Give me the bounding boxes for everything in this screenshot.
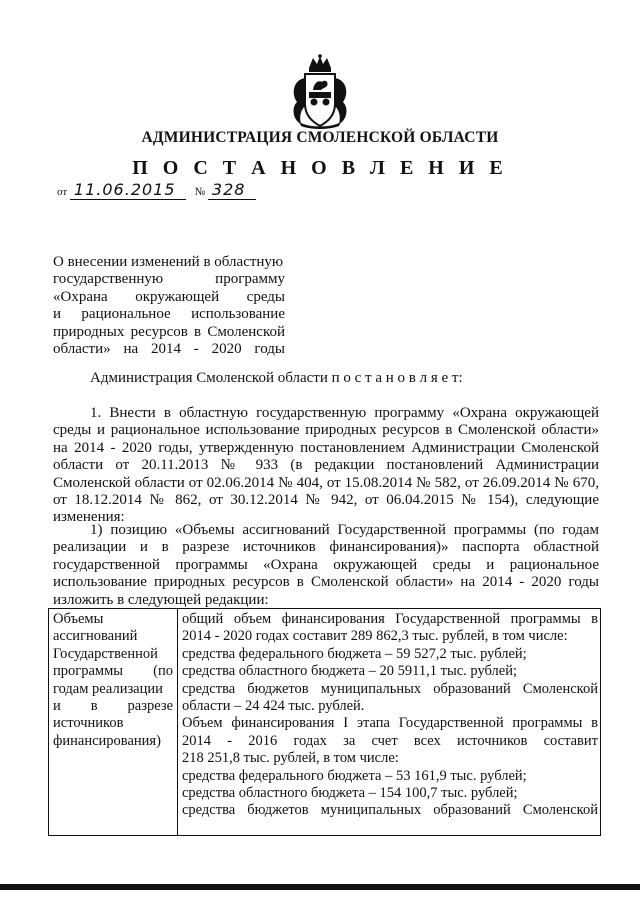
- paragraph-line: от 18.12.2014 № 862, от 30.12.2014 № 942, от 06.04.2015 № 154), следующие: [53, 492, 599, 509]
- table-left-line: источников: [53, 715, 124, 732]
- table-right-line: Объем финансирования I этапа Государственной программы в: [182, 715, 598, 732]
- table-right-line: области – 24 424 тыс. рублей.: [182, 698, 365, 715]
- document-type-title: П О С Т А Н О В Л Е Н И Е: [132, 157, 508, 179]
- table-left-line: Объемы: [53, 611, 104, 627]
- table-right-line: средства бюджетов муниципальных образований Смоленской: [182, 802, 598, 819]
- coat-of-arms-icon: [287, 54, 353, 130]
- table-right-line: средства федерального бюджета – 53 161,9 тыс. рублей;: [182, 767, 527, 784]
- table-right-line: средства федерального бюджета – 59 527,2 тыс. рублей;: [182, 645, 527, 662]
- subject-line: и рациональное использование: [53, 306, 285, 323]
- table-right-line: 218 251,8 тыс. рублей, в том числе:: [182, 750, 399, 767]
- table-right-line: 2014 - 2016 годах за счет всех источников составит: [182, 732, 598, 749]
- table-right-cell: [182, 611, 598, 820]
- paragraph-line: среды и рациональное использование природных ресурсов в Смоленской области»: [53, 422, 599, 439]
- table-right-line: средства бюджетов муниципальных образований Смоленской: [182, 680, 598, 697]
- paragraph-line: Смоленской области от 02.06.2014 № 404, от 15.08.2014 № 582, от 26.09.2014 № 670,: [53, 474, 599, 491]
- paragraph-line: государственной программы «Охрана окружающей среды и рациональное: [53, 556, 599, 573]
- table-right-line: общий объем финансирования Государственной программы в: [182, 611, 598, 627]
- paragraph-line: изменения:: [53, 509, 125, 526]
- paragraph-line: изложить в следующей редакции:: [53, 591, 269, 608]
- table-left-line: годам реализации: [53, 680, 163, 697]
- table-left-line: Государственной: [53, 645, 158, 662]
- table-left-line: программы (по: [53, 663, 173, 680]
- number-prefix: №: [194, 186, 206, 198]
- scan-bottom-border: [0, 884, 640, 890]
- paragraph-line: использование природных ресурсов в Смоленской области» на 2014 - 2020 годы: [53, 574, 599, 591]
- paragraph-2: [53, 522, 599, 609]
- paragraph-1: [53, 405, 599, 527]
- subject-line: государственную программу: [53, 271, 285, 288]
- resolution-intro: Администрация Смоленской области п о с т а н о в л я е т:: [90, 370, 463, 386]
- date-prefix: от: [57, 186, 68, 198]
- document-date: 11.06.2015: [73, 180, 176, 199]
- paragraph-line: на 2014 - 2020 годы, утвержденную постановлением Администрации Смоленской: [53, 439, 599, 456]
- table-left-line: финансирования): [53, 732, 161, 749]
- document-subject: [53, 254, 285, 358]
- subject-line: О внесении изменений в областную: [53, 254, 284, 270]
- paragraph-line: реализации и в разрезе источников финансирования)» паспорта областной: [53, 539, 599, 556]
- subject-line: области» на 2014 - 2020 годы: [53, 341, 285, 358]
- date-number-line: [57, 180, 256, 200]
- table-column-divider: [177, 609, 178, 835]
- table-right-line: средства областного бюджета – 154 100,7 тыс. рублей;: [182, 785, 518, 802]
- organization-name: АДМИНИСТРАЦИЯ СМОЛЕНСКОЙ ОБЛАСТИ: [141, 129, 499, 146]
- subject-line: природных ресурсов в Смоленской: [53, 323, 285, 340]
- paragraph-line: 1. Внести в областную государственную программу «Охрана окружающей: [90, 405, 599, 421]
- paragraph-line: области от 20.11.2013 № 933 (в редакции постановлений Администрации: [53, 457, 599, 474]
- table-right-line: 2014 - 2020 годах составит 289 862,3 тыс. рублей, в том числе:: [182, 628, 568, 645]
- funding-table: [48, 608, 601, 836]
- document-number: 328: [211, 180, 246, 199]
- subject-line: «Охрана окружающей среды: [53, 288, 285, 305]
- table-left-line: ассигнований: [53, 628, 138, 645]
- table-left-cell: [53, 611, 173, 750]
- table-right-line: средства областного бюджета – 20 5911,1 тыс. рублей;: [182, 663, 517, 680]
- table-left-line: и в разрезе: [53, 698, 173, 715]
- paragraph-line: 1) позицию «Объемы ассигнований Государственной программы (по годам: [90, 522, 599, 538]
